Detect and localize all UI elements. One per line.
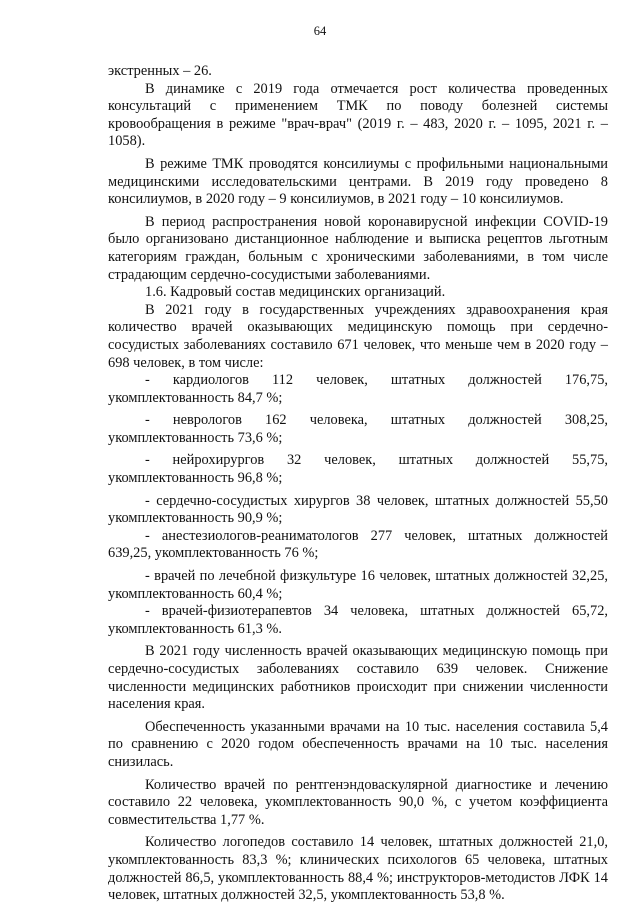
list-item-neurologists: - неврологов 162 человека, штатных должностей 308,25, укомплектованность 73,6 %; [108, 412, 608, 446]
paragraph-councils: В режиме ТМК проводятся консилиумы с профильными национальными медицинскими исследовательскими центрами. В 2019 году проведено 8 консилиумов, в 2020 году – 9 консилиумов, в 2021 году – 10 консилиумов. [108, 155, 608, 208]
section-heading-staffing: 1.6. Кадровый состав медицинских организаций. [145, 284, 446, 301]
list-item-physiotherapy-doctors: - врачей по лечебной физкультуре 16 человек, штатных должностей 32,25, укомплектованность 60,4 %; [108, 568, 608, 602]
document-body [108, 63, 608, 905]
paragraph-doctors-2021: В 2021 году численность врачей оказывающих медицинскую помощь при сердечно-сосудистых заболеваниях составило 639 человек. Снижение численности медицинских работников происходит при снижении численности населения края. [108, 643, 608, 713]
paragraph-speech-therapists: Количество логопедов составило 14 человек, штатных должностей 21,0, укомплектованность 83,3 %; клинических психологов 65 человека, штатных должностей 86,5, укомплектованность 88,4 %; инструкторов-методистов ЛФК 14 человек, штатных должностей 32,5, укомплектованность 53,8 %. [108, 834, 608, 904]
list-item-physiotherapists: - врачей-физиотерапевтов 34 человека, штатных должностей 65,72, укомплектованность 61,3 %. [108, 603, 608, 637]
paragraph-consultations: В динамике с 2019 года отмечается рост количества проведенных консультаций с применением ТМК по поводу болезней системы кровообращения в режиме "врач-врач" (2019 г. – 483, 2020 г. – 1095, 2021 г. – 1058). [108, 80, 608, 150]
list-item-anesthesiologists: - анестезиологов-реаниматологов 277 человек, штатных должностей 639,25, укомплектованность 76 %; [108, 527, 608, 562]
paragraph-covid: В период распространения новой коронавирусной инфекции COVID-19 было организовано дистанционное наблюдение и выписка рецептов льготным категориям граждан, больным с хроническими заболеваниями, в том числе страдающим сердечно-сосудистыми заболеваниями. [108, 213, 608, 283]
list-item-cardiologists: - кардиологов 112 человек, штатных должностей 176,75, укомплектованность 84,7 %; [108, 372, 608, 406]
paragraph-provision: Обеспеченность указанными врачами на 10 тыс. населения составила 5,4 по сравнению с 2020 годом обеспеченность врачами на 10 тыс. населения снизилась. [108, 718, 608, 770]
page-number: 64 [313, 24, 327, 38]
paragraph-continuation: экстренных – 26. [108, 63, 212, 79]
paragraph-endovascular: Количество врачей по рентгенэндоваскулярной диагностике и лечению составило 22 человека, укомплектованность 90,0 %, с учетом коэффициента совместительства 1,77 %. [108, 776, 608, 828]
list-item-cardiovascular-surgeons: - сердечно-сосудистых хирургов 38 человек, штатных должностей 55,50 укомплектованность 90,9 %; [108, 492, 608, 527]
list-item-neurosurgeons: - нейрохирургов 32 человек, штатных должностей 55,75, укомплектованность 96,8 %; [108, 452, 608, 487]
paragraph-doctors-total: В 2021 году в государственных учреждениях здравоохранения края количество врачей оказывающих медицинскую помощь при сердечно-сосудистых заболеваниях составило 671 человек, что меньше чем в 2020 году – 698 человек, в том числе: [108, 301, 608, 371]
